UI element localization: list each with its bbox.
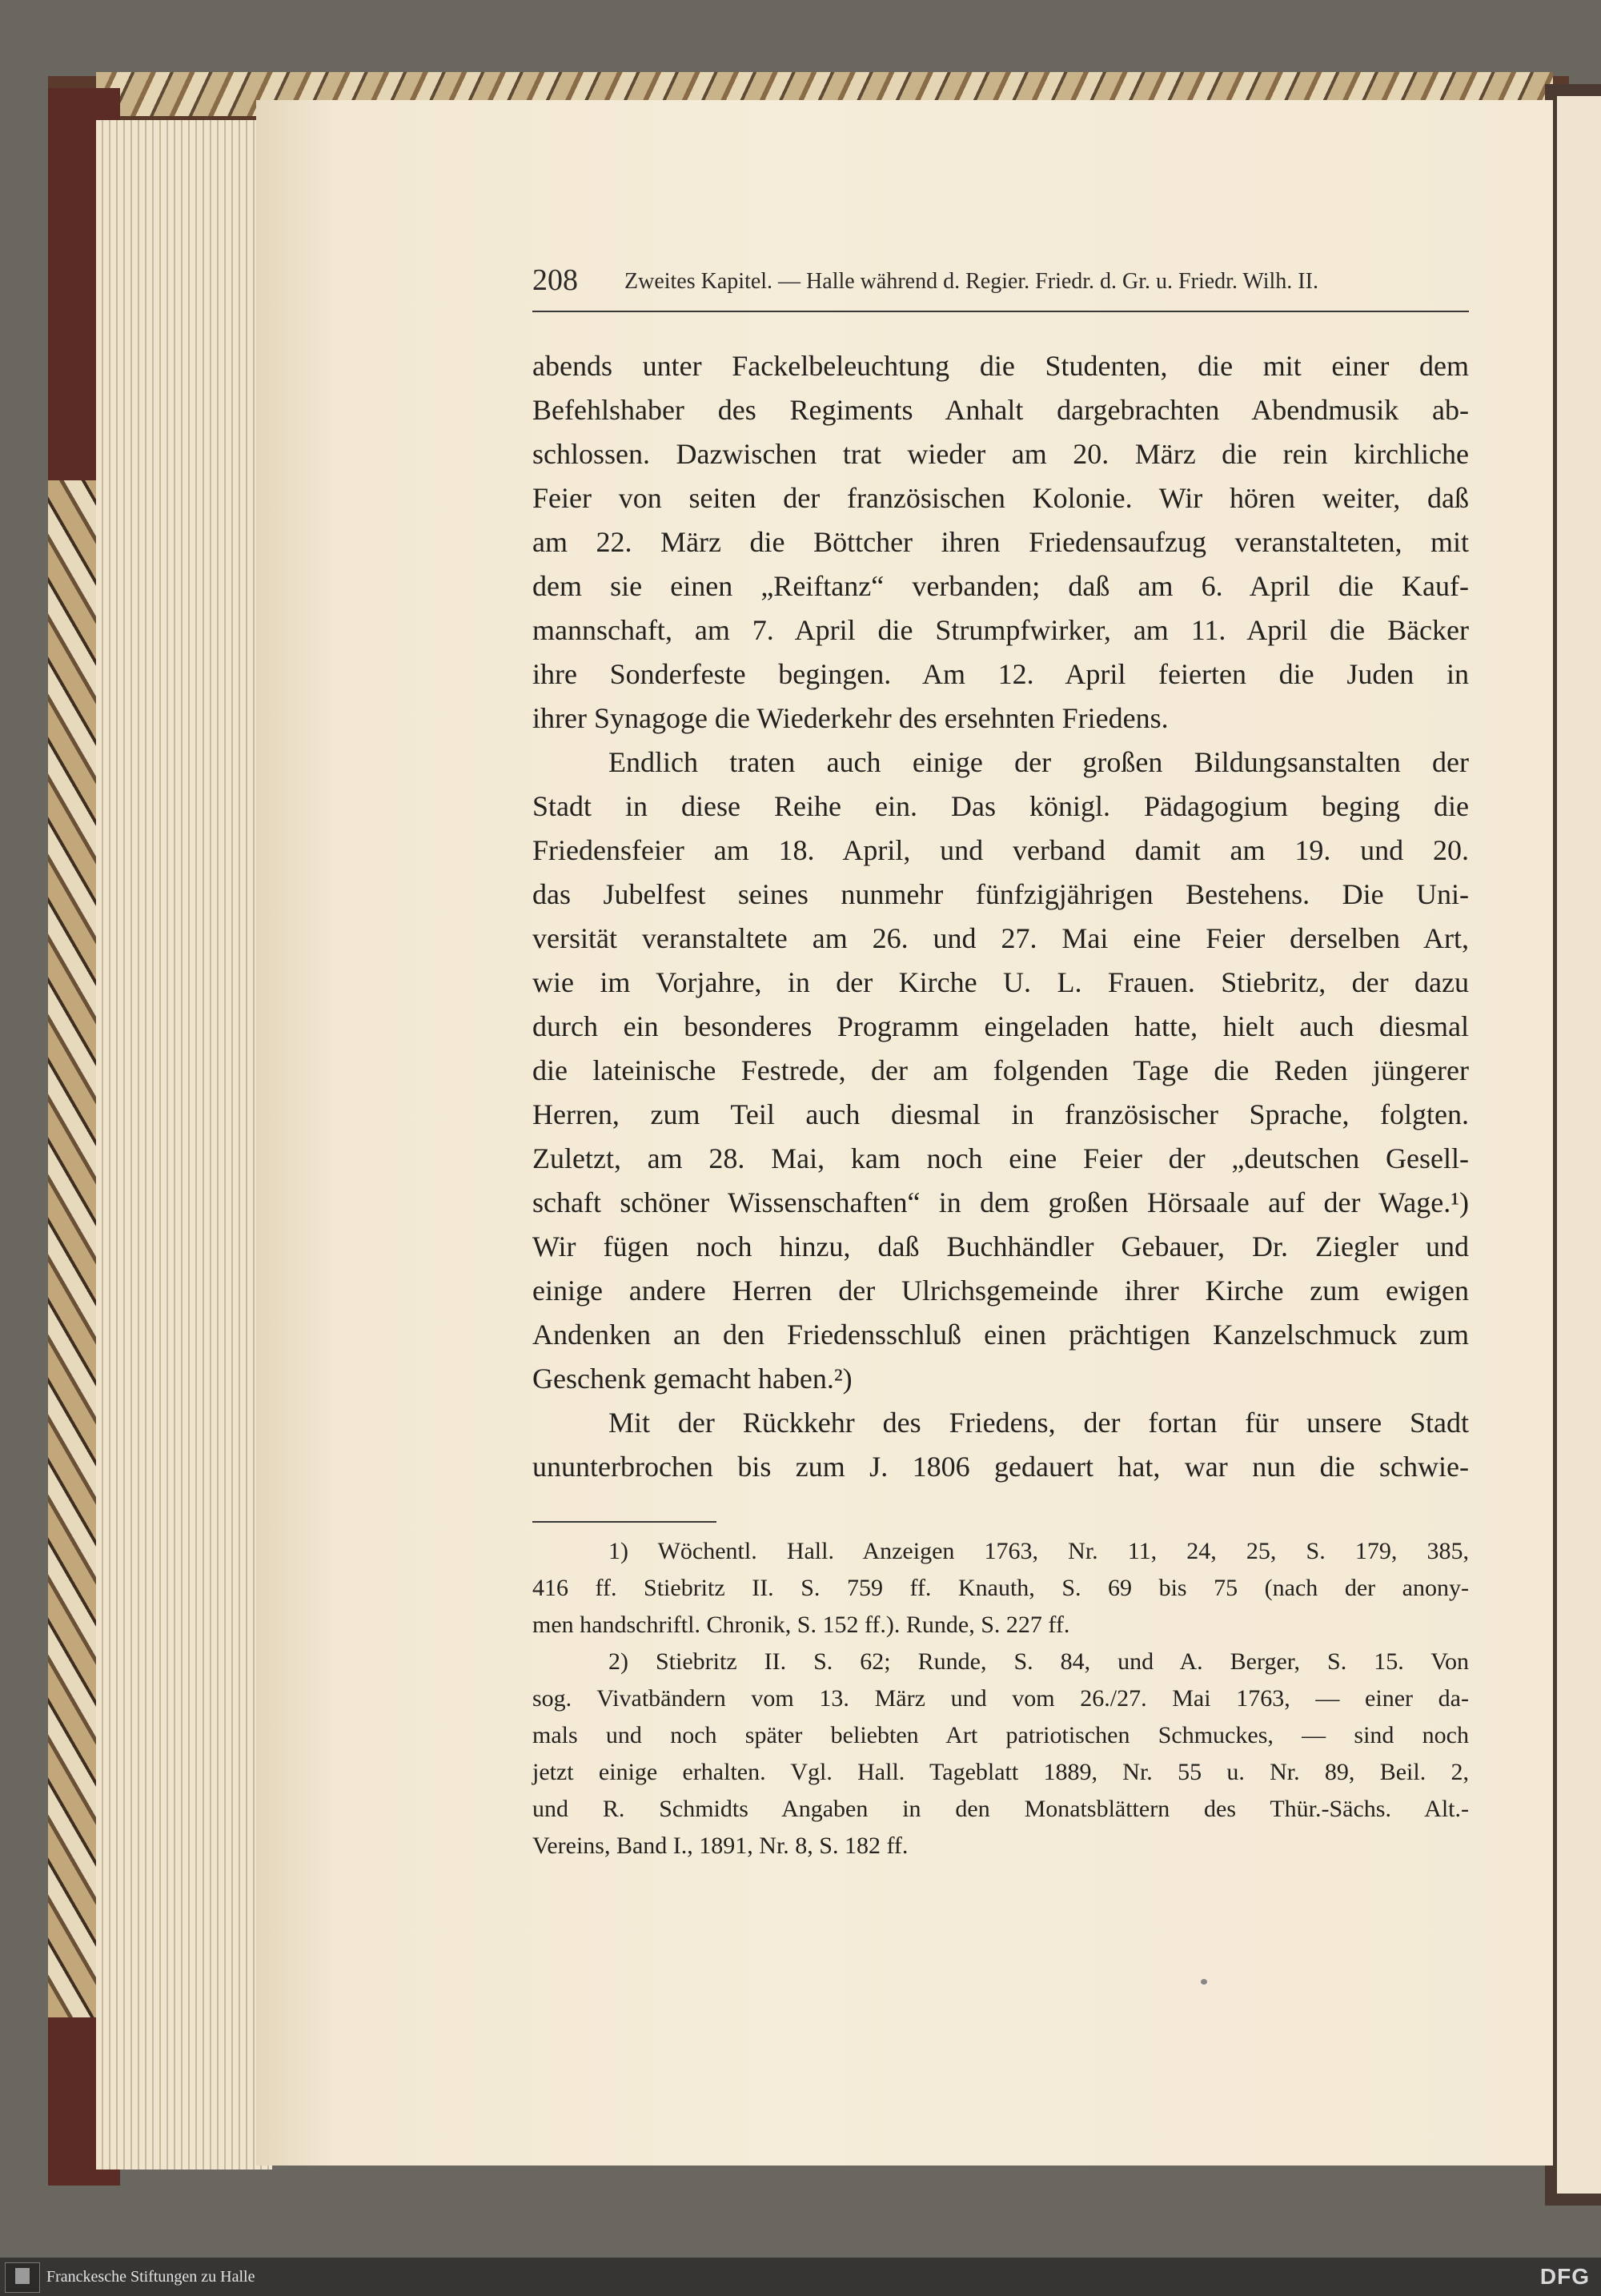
footnote-line: 2) Stiebritz II. S. 62; Runde, S. 84, und A. Berger, S. 15. Von [608,1648,1469,1675]
text-line: wie im Vorjahre, in der Kirche U. L. Frauen. Stiebritz, der dazu [532,966,1469,998]
text-line: das Jubelfest seines nunmehr fünfzigjährigen Bestehens. Die Uni- [532,878,1469,910]
text-line: versität veranstaltete am 26. und 27. Mai eine Feier derselben Art, [532,922,1469,954]
text-line: dem sie einen „Reiftanz“ verbanden; daß am 6. April die Kauf- [532,570,1469,602]
dfg-logo: DFG [1539,2264,1590,2289]
text-line: ununterbrochen bis zum J. 1806 gedauert hat, war nun die schwie- [532,1451,1469,1483]
text-line: am 22. März die Böttcher ihren Friedensaufzug veranstalteten, mit [532,526,1469,558]
text-line: Befehlshaber des Regiments Anhalt dargebrachten Abendmusik ab- [532,394,1469,426]
text-line: einige andere Herren der Ulrichsgemeinde ihrer Kirche zum ewigen [532,1274,1469,1307]
text-line: Geschenk gemacht haben.²) [532,1363,853,1395]
page-edges [96,120,272,2170]
footnote-line: 416 ff. Stiebritz II. S. 759 ff. Knauth, S. 69 bis 75 (nach der anony- [532,1575,1469,1601]
text-line: Friedensfeier am 18. April, und verband damit am 19. und 20. [532,834,1469,866]
running-title: Zweites Kapitel. — Halle während d. Regier. Friedr. d. Gr. u. Friedr. Wilh. II. [624,269,1318,294]
marbled-endpaper-left [48,480,96,2017]
body-text [532,344,1469,1489]
footnote-rule [532,1521,716,1523]
footnote-line: jetzt einige erhalten. Vgl. Hall. Tageblatt 1889, Nr. 55 u. Nr. 89, Beil. 2, [532,1759,1469,1785]
footnote-line: mals und noch später beliebten Art patriotischen Schmuckes, — sind noch [532,1722,1469,1748]
text-line: mannschaft, am 7. April die Strumpfwirker, am 11. April die Bäcker [532,614,1469,646]
text-line: Herren, zum Teil auch diesmal in französischer Sprache, folgten. [532,1098,1469,1130]
text-line: durch ein besonderes Programm eingeladen hatte, hielt auch diesmal [532,1010,1469,1042]
institution-logo-icon [5,2262,40,2293]
footnotes [532,1533,1469,1864]
text-line: die lateinische Festrede, der am folgenden Tage die Reden jüngerer [532,1054,1469,1086]
text-line: Andenken an den Friedensschluß einen prächtigen Kanzelschmuck zum [532,1319,1469,1351]
footnote-line: und R. Schmidts Angaben in den Monatsblättern des Thür.-Sächs. Alt.- [532,1796,1469,1822]
text-line: Feier von seiten der französischen Kolonie. Wir hören weiter, daß [532,482,1469,514]
footnote-line: sog. Vivatbändern vom 13. März und vom 26./27. Mai 1763, — einer da- [532,1685,1469,1712]
page-number: 208 [532,263,578,297]
text-line: Wir fügen noch hinzu, daß Buchhändler Gebauer, Dr. Ziegler und [532,1230,1469,1262]
viewer-footer-bar [0,2258,1601,2296]
text-line: abends unter Fackelbeleuchtung die Studenten, die mit einer dem [532,350,1469,382]
institution-name: Franckesche Stiftungen zu Halle [46,2268,255,2286]
footnote-line: 1) Wöchentl. Hall. Anzeigen 1763, Nr. 11, 24, 25, S. 179, 385, [608,1538,1469,1564]
text-line: ihrer Synagoge die Wiederkehr des ersehnten Friedens. [532,702,1169,734]
text-line: Zuletzt, am 28. Mai, kam noch eine Feier der „deutschen Gesell- [532,1142,1469,1174]
text-line: Mit der Rückkehr des Friedens, der fortan für unsere Stadt [608,1407,1469,1439]
text-line: Stadt in diese Reihe ein. Das königl. Pädagogium beging die [532,790,1469,822]
paper-speck [1201,1979,1207,1985]
text-line: Endlich traten auch einige der großen Bildungsanstalten der [608,746,1469,778]
footnote-line: Vereins, Band I., 1891, Nr. 8, S. 182 ff. [532,1832,909,1859]
text-line: ihre Sonderfeste begingen. Am 12. April feierten die Juden in [532,658,1469,690]
header-rule [532,311,1469,312]
text-line: schlossen. Dazwischen trat wieder am 20. März die rein kirchliche [532,438,1469,470]
facing-page-edge [1557,96,1601,2194]
footnote-line: men handschriftl. Chronik, S. 152 ff.). Runde, S. 227 ff. [532,1612,1070,1638]
text-line: schaft schöner Wissenschaften“ in dem großen Hörsaale auf der Wage.¹) [532,1186,1469,1218]
